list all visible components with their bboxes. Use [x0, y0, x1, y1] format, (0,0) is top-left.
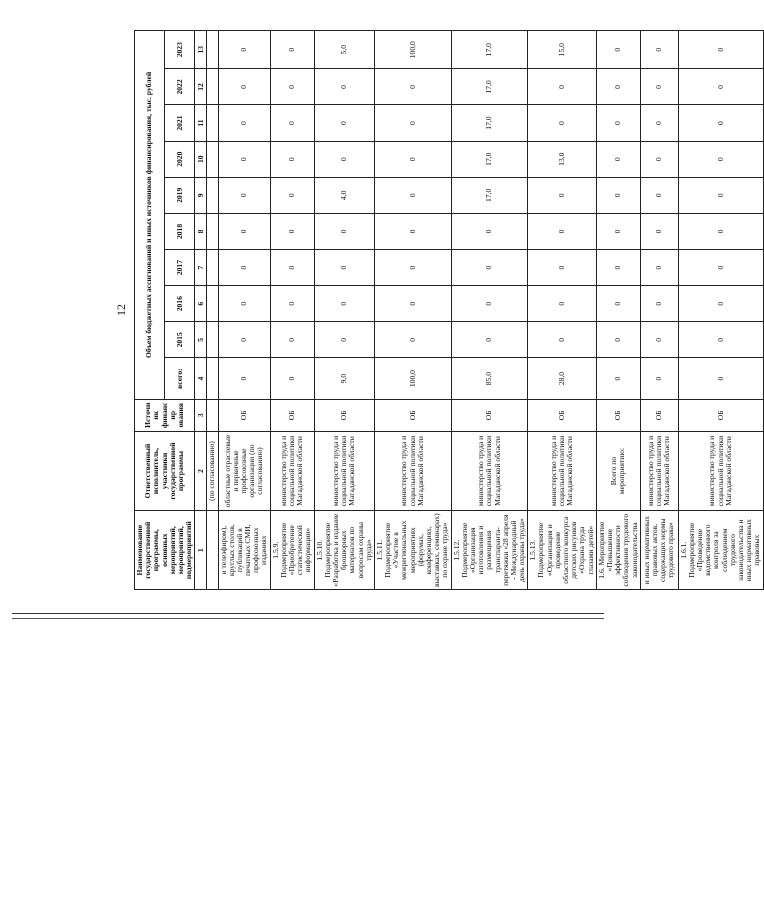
year-value-cell: 0	[218, 286, 270, 322]
column-number: 11	[195, 105, 207, 141]
year-value-cell	[207, 213, 218, 249]
source-cell: ОБ	[596, 399, 640, 431]
year-value-cell: 0	[640, 105, 678, 141]
year-value-cell: 0	[374, 141, 451, 177]
year-value-cell: 0	[314, 105, 374, 141]
source-cell: ОБ	[528, 399, 597, 431]
table-row	[528, 31, 597, 590]
year-value-cell: 0	[218, 105, 270, 141]
year-value-cell: 17,0	[451, 69, 528, 105]
year-value-cell: 0	[374, 213, 451, 249]
source-cell: ОБ	[678, 399, 763, 431]
executor-cell: Всего по мероприятию:	[596, 431, 640, 511]
year-value-cell: 0	[596, 322, 640, 358]
name-cell: 1.6. Мероприятие «Повышение эффективности соблюдения трудового законодательства	[596, 511, 640, 590]
name-cell: 1.5.10. Подмероприятие «Разработка и издание брошюрных материалов по вопросам охраны труда»	[314, 511, 374, 590]
year-value-cell: 0	[528, 213, 597, 249]
source-cell: ОБ	[451, 399, 528, 431]
year-value-cell: 0	[528, 250, 597, 286]
year-value-cell	[207, 69, 218, 105]
header-source: Источник финансир ования	[135, 399, 195, 431]
year-value-cell: 0	[640, 31, 678, 69]
year-value-cell: 0	[218, 69, 270, 105]
source-cell: ОБ	[374, 399, 451, 431]
column-number: 13	[195, 31, 207, 69]
executor-cell: министерство труда и социальной политики Магаданской области	[314, 431, 374, 511]
name-cell: 1.5.13. Подмероприятие «Организация и проведение областного конкурса детских рисунков «Охрана труда глазами детей»	[528, 511, 597, 590]
year-value-cell: 0	[218, 141, 270, 177]
table-row	[451, 31, 528, 590]
year-value-cell: 0	[314, 141, 374, 177]
column-number: 3	[195, 399, 207, 431]
header-year: 2023	[165, 31, 195, 69]
table-row	[270, 31, 314, 590]
year-value-cell	[207, 31, 218, 69]
year-value-cell: 0	[596, 69, 640, 105]
year-value-cell: 0	[270, 177, 314, 213]
column-number: 9	[195, 177, 207, 213]
year-value-cell: 17,0	[451, 31, 528, 69]
year-value-cell: 0	[678, 69, 763, 105]
year-value-cell: 0	[374, 322, 451, 358]
table-row	[207, 31, 218, 590]
total-value-cell: 85,0	[451, 358, 528, 399]
year-value-cell: 0	[678, 322, 763, 358]
year-value-cell: 0	[678, 213, 763, 249]
year-value-cell: 0	[640, 286, 678, 322]
year-value-cell: 15,0	[528, 31, 597, 69]
year-value-cell	[207, 322, 218, 358]
table-row	[218, 31, 270, 590]
header-name: Наименование государственной программы, основных мероприятий, мероприятий, подмероприятий	[135, 511, 195, 590]
year-value-cell: 17,0	[451, 105, 528, 141]
header-year: 2019	[165, 177, 195, 213]
year-value-cell: 0	[270, 69, 314, 105]
financing-table	[134, 30, 764, 590]
year-value-cell: 0	[314, 250, 374, 286]
year-value-cell: 0	[270, 286, 314, 322]
executor-cell: министерство труда и социальной политики Магаданской области	[270, 431, 314, 511]
year-value-cell: 0	[640, 177, 678, 213]
total-value-cell: 100,0	[374, 358, 451, 399]
horizontal-rule	[12, 613, 604, 614]
year-value-cell	[207, 105, 218, 141]
header-year: 2016	[165, 286, 195, 322]
year-value-cell: 0	[218, 322, 270, 358]
name-cell: 1.5.11. Подмероприятие «Участие в межрегиональных мероприятиях (форумах, конференциях, выставках, семинарах) по охране труда»	[374, 511, 451, 590]
year-value-cell: 0	[270, 213, 314, 249]
year-value-cell: 0	[451, 286, 528, 322]
year-value-cell: 0	[270, 31, 314, 69]
year-value-cell: 0	[528, 69, 597, 105]
executor-cell: министерство труда и социальной политики Магаданской области	[451, 431, 528, 511]
header-year: 2022	[165, 69, 195, 105]
executor-cell: областные отраслевые и первичные профсоюзные организации (по согласованию)	[218, 431, 270, 511]
year-value-cell: 0	[374, 177, 451, 213]
header-year: 2015	[165, 322, 195, 358]
source-cell: ОБ	[640, 399, 678, 431]
source-cell: ОБ	[314, 399, 374, 431]
year-value-cell: 4,0	[314, 177, 374, 213]
header-row-top	[135, 31, 165, 590]
column-number: 4	[195, 358, 207, 399]
year-value-cell	[207, 286, 218, 322]
year-value-cell	[207, 177, 218, 213]
year-value-cell: 0	[528, 177, 597, 213]
year-value-cell: 5,0	[314, 31, 374, 69]
year-value-cell: 0	[528, 286, 597, 322]
name-cell: 1.5.9. Подмероприятие «Приобретение статистической информации»	[270, 511, 314, 590]
year-value-cell: 0	[640, 250, 678, 286]
source-cell: ОБ	[270, 399, 314, 431]
year-value-cell: 0	[596, 213, 640, 249]
year-value-cell: 0	[314, 286, 374, 322]
year-value-cell: 0	[640, 141, 678, 177]
year-value-cell	[207, 250, 218, 286]
year-value-cell: 0	[678, 177, 763, 213]
table-row	[596, 31, 640, 590]
year-value-cell: 0	[451, 213, 528, 249]
year-value-cell: 0	[374, 105, 451, 141]
column-number: 2	[195, 431, 207, 511]
year-value-cell: 13,0	[528, 141, 597, 177]
year-value-cell: 0	[314, 213, 374, 249]
total-value-cell: 0	[678, 358, 763, 399]
year-value-cell: 0	[314, 322, 374, 358]
total-value-cell: 0	[596, 358, 640, 399]
year-value-cell: 0	[596, 141, 640, 177]
header-year: 2018	[165, 213, 195, 249]
table-row	[678, 31, 763, 590]
total-value-cell: 0	[270, 358, 314, 399]
header-executor: Ответственный исполнитель, участники государственной программы	[135, 431, 195, 511]
name-cell: 1.5.12. Подмероприятие «Организация изготовления и размещения транспаранта-перетяжки «28 апреля - Международный день охраны труда»	[451, 511, 528, 590]
year-value-cell: 0	[528, 105, 597, 141]
year-value-cell: 0	[596, 250, 640, 286]
year-value-cell: 0	[596, 286, 640, 322]
header-year: 2020	[165, 141, 195, 177]
name-cell: и телеэфиром), круглых столов, публикаций в печатных СМИ, профсоюзных изданиях	[218, 511, 270, 590]
executor-cell: министерство труда и социальной политики Магаданской области	[374, 431, 451, 511]
year-value-cell: 0	[596, 177, 640, 213]
year-value-cell: 0	[678, 250, 763, 286]
total-value-cell	[207, 358, 218, 399]
year-value-cell: 0	[218, 250, 270, 286]
year-value-cell: 0	[270, 250, 314, 286]
year-value-cell: 0	[270, 141, 314, 177]
year-value-cell: 17,0	[451, 177, 528, 213]
year-value-cell: 0	[218, 177, 270, 213]
header-total: всего:	[165, 358, 195, 399]
year-value-cell: 0	[596, 31, 640, 69]
year-value-cell: 0	[451, 250, 528, 286]
total-value-cell: 28,0	[528, 358, 597, 399]
year-value-cell: 0	[270, 105, 314, 141]
rotated-page-content	[112, 30, 762, 590]
column-number: 10	[195, 141, 207, 177]
column-number: 6	[195, 286, 207, 322]
table-row	[640, 31, 678, 590]
table-row	[374, 31, 451, 590]
year-value-cell: 0	[678, 141, 763, 177]
year-value-cell: 0	[374, 250, 451, 286]
column-number: 12	[195, 69, 207, 105]
year-value-cell: 0	[528, 322, 597, 358]
executor-cell: (по согласованию)	[207, 431, 218, 511]
source-cell	[207, 399, 218, 431]
year-value-cell: 0	[640, 69, 678, 105]
header-year: 2021	[165, 105, 195, 141]
total-value-cell: 0	[640, 358, 678, 399]
column-number-row	[195, 31, 207, 590]
total-value-cell: 0	[218, 358, 270, 399]
executor-cell: министерство труда и социальной политики Магаданской области	[678, 431, 763, 511]
column-number: 5	[195, 322, 207, 358]
table-row	[314, 31, 374, 590]
year-value-cell: 0	[678, 31, 763, 69]
source-cell: ОБ	[218, 399, 270, 431]
year-value-cell: 0	[218, 31, 270, 69]
column-number: 8	[195, 213, 207, 249]
column-number: 7	[195, 250, 207, 286]
horizontal-rule	[12, 618, 604, 619]
year-value-cell	[207, 141, 218, 177]
year-value-cell: 0	[374, 69, 451, 105]
year-value-cell: 0	[270, 322, 314, 358]
year-value-cell: 0	[451, 322, 528, 358]
year-value-cell: 0	[678, 286, 763, 322]
year-value-cell: 0	[218, 213, 270, 249]
name-cell: и иных нормативных правовых актов, содержащих нормы трудового права»	[640, 511, 678, 590]
name-cell: 1.6.1. Подмероприятие «Проведение ведомственного контроля за соблюдением трудового законодательства и иных нормативных правовых	[678, 511, 763, 590]
name-cell	[207, 511, 218, 590]
total-value-cell: 9,0	[314, 358, 374, 399]
header-year: 2017	[165, 250, 195, 286]
table-body	[207, 31, 763, 590]
executor-cell: министерство труда и социальной политики Магаданской области	[528, 431, 597, 511]
year-value-cell: 0	[374, 286, 451, 322]
header-funding: Объем бюджетных ассигнований и иных источников финансирования, тыс. рублей	[135, 31, 165, 400]
column-number: 1	[195, 511, 207, 590]
year-value-cell: 0	[640, 213, 678, 249]
year-value-cell: 0	[314, 69, 374, 105]
year-value-cell: 17,0	[451, 141, 528, 177]
year-value-cell: 0	[640, 322, 678, 358]
page-number: 12	[114, 304, 128, 316]
year-value-cell: 0	[596, 105, 640, 141]
executor-cell: министерство труда и социальной политики Магаданской области	[640, 431, 678, 511]
year-value-cell: 100,0	[374, 31, 451, 69]
year-value-cell: 0	[678, 105, 763, 141]
